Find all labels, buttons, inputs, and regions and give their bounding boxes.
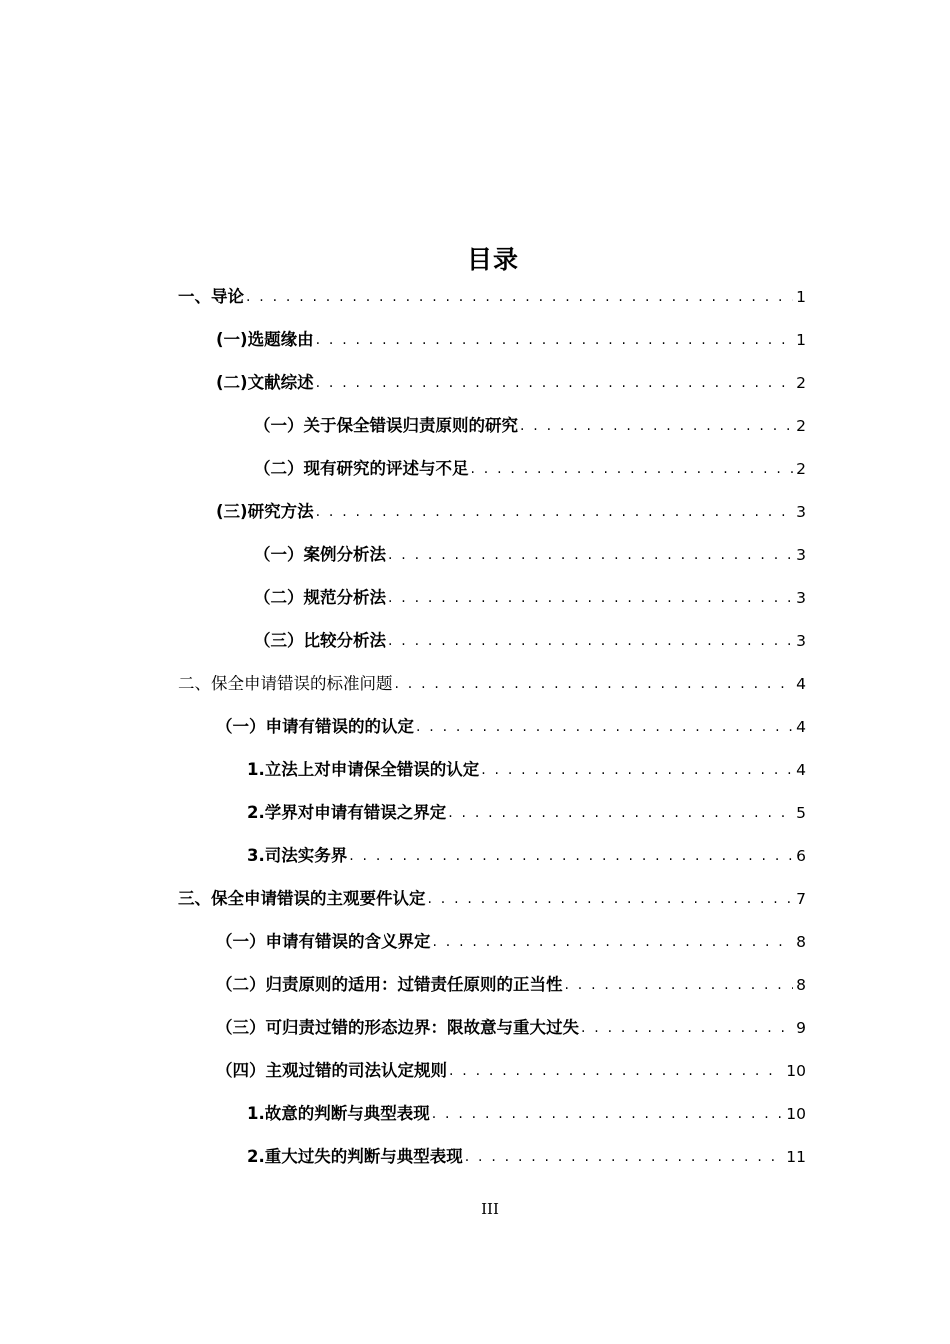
toc-page-number: 1	[796, 331, 806, 349]
toc-entry[interactable]	[178, 284, 806, 310]
toc-entry[interactable]	[216, 370, 806, 396]
page-title: 目录	[466, 245, 519, 274]
toc-dot-leader	[481, 757, 793, 783]
toc-page-number: 10	[786, 1062, 806, 1080]
toc-entry-text: （一）申请有错误的含义界定	[216, 932, 431, 951]
toc-entry-text: 2.学界对申请有错误之界定	[247, 803, 447, 822]
toc-entry[interactable]	[216, 327, 806, 353]
toc-page-number: 5	[796, 804, 806, 822]
toc-dot-leader	[246, 284, 793, 310]
toc-dot-leader	[395, 671, 794, 697]
toc-entry[interactable]	[216, 1015, 806, 1041]
toc-entry-text: （二）规范分析法	[254, 588, 386, 607]
toc-entry-text: 一、导论	[178, 287, 244, 306]
toc-entry[interactable]	[216, 972, 806, 998]
toc-dot-leader	[388, 542, 793, 568]
toc-entry[interactable]	[247, 757, 806, 783]
toc-dot-leader	[433, 929, 794, 955]
toc-entry-text: 3.司法实务界	[247, 846, 348, 865]
toc-dot-leader	[349, 843, 793, 869]
toc-entry-text: 1.立法上对申请保全错误的认定	[247, 760, 480, 779]
toc-dot-leader	[388, 628, 793, 654]
toc-page-number: 2	[796, 374, 806, 392]
toc-page-number: 4	[796, 675, 806, 693]
toc-entry-text: （一）关于保全错误归责原则的研究	[254, 416, 518, 435]
toc-entry[interactable]	[216, 929, 806, 955]
toc-entry[interactable]	[178, 671, 806, 697]
toc-entry[interactable]	[216, 714, 806, 740]
toc-dot-leader	[316, 327, 794, 353]
toc-dot-leader	[316, 499, 794, 525]
toc-entry[interactable]	[254, 628, 806, 654]
toc-entry-text: (二)文献综述	[216, 373, 314, 392]
toc-entry[interactable]	[247, 800, 806, 826]
toc-entry-text: (一)选题缘由	[216, 330, 314, 349]
toc-dot-leader	[520, 413, 793, 439]
toc-page-number: 10	[786, 1105, 806, 1123]
toc-entry-text: 二、保全申请错误的标准问题	[178, 674, 393, 693]
toc-entry-text: (三)研究方法	[216, 502, 314, 521]
toc-page-number: 3	[796, 589, 806, 607]
toc-page-number: 11	[786, 1148, 806, 1166]
toc-entry[interactable]	[254, 585, 806, 611]
toc-page-number: 7	[796, 890, 806, 908]
toc-dot-leader	[416, 714, 793, 740]
toc-dot-leader	[581, 1015, 793, 1041]
toc-page-number: 8	[796, 976, 806, 994]
toc-entry-text: （一）申请有错误的的认定	[216, 717, 414, 736]
toc-entry-text: （四）主观过错的司法认定规则	[216, 1061, 447, 1080]
toc-entry-text: 三、保全申请错误的主观要件认定	[178, 889, 426, 908]
toc-entry-text: （三）可归责过错的形态边界：限故意与重大过失	[216, 1018, 579, 1037]
toc-dot-leader	[448, 800, 793, 826]
toc-entry[interactable]	[247, 1101, 806, 1127]
toc-page-number: 4	[796, 761, 806, 779]
toc-entry-text: （二）现有研究的评述与不足	[254, 459, 469, 478]
toc-page-number: 3	[796, 632, 806, 650]
toc-entry[interactable]	[178, 886, 806, 912]
toc-entry-text: 2.重大过失的判断与典型表现	[247, 1147, 463, 1166]
toc-dot-leader	[316, 370, 794, 396]
toc-entry[interactable]	[247, 843, 806, 869]
toc-page-number: 2	[796, 417, 806, 435]
toc-page-number: 6	[796, 847, 806, 865]
toc-entry[interactable]	[216, 499, 806, 525]
toc-page-number: 1	[796, 288, 806, 306]
page-number-footer: III	[481, 1200, 499, 1218]
toc-entry[interactable]	[254, 413, 806, 439]
toc-dot-leader	[432, 1101, 784, 1127]
toc-entry[interactable]	[247, 1144, 806, 1170]
toc-dot-leader	[471, 456, 794, 482]
toc-dot-leader	[428, 886, 794, 912]
toc-entry-text: （二）归责原则的适用：过错责任原则的正当性	[216, 975, 563, 994]
toc-page-number: 4	[796, 718, 806, 736]
toc-entry[interactable]	[254, 456, 806, 482]
toc-page-number: 3	[796, 546, 806, 564]
toc-page-number: 8	[796, 933, 806, 951]
toc-dot-leader	[465, 1144, 784, 1170]
toc-entry-text: （三）比较分析法	[254, 631, 386, 650]
toc-page-number: 3	[796, 503, 806, 521]
toc-page-number: 9	[796, 1019, 806, 1037]
toc-entry[interactable]	[216, 1058, 806, 1084]
toc-dot-leader	[388, 585, 793, 611]
toc-dot-leader	[565, 972, 794, 998]
toc-entry[interactable]	[254, 542, 806, 568]
toc-entry-text: 1.故意的判断与典型表现	[247, 1104, 430, 1123]
toc-dot-leader	[449, 1058, 783, 1084]
toc-entry-text: （一）案例分析法	[254, 545, 386, 564]
toc-page-number: 2	[796, 460, 806, 478]
